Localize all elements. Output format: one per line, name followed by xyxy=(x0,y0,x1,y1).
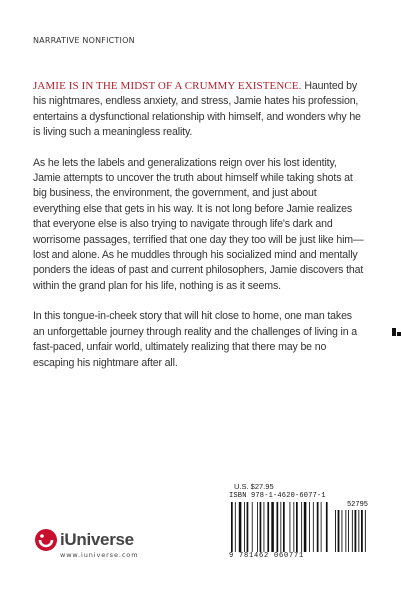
price-code: 52795 xyxy=(346,501,368,509)
blurb-paragraph-3: In this tongue-in-cheek story that will hit close to home, one man takes an unforgettable journey through reality and the challenges of living in a fast-paced, unfair world, ultimately realizing that there may be no escaping his nightmare after all. xyxy=(33,310,358,369)
back-cover-blurb xyxy=(33,79,366,386)
barcode-bars xyxy=(231,502,368,552)
barcode-digits: 9 781462 060771 xyxy=(229,552,305,560)
price-label: U.S. $27.95 xyxy=(234,482,274,491)
crop-mark xyxy=(392,328,401,340)
blurb-paragraph-1-text: Haunted by his nightmares, endless anxiety, and stress, Jamie hates his profession, entertains a dysfunctional relationship with himself, and wonders why he is living such a meaningless reality. xyxy=(33,80,361,139)
publisher-logo xyxy=(34,527,164,567)
iuniverse-logo-icon xyxy=(34,528,58,552)
publisher-url: www.iuniverse.com xyxy=(60,551,139,559)
genre-label: NARRATIVE NONFICTION xyxy=(33,36,135,45)
publisher-name: iUniverse xyxy=(60,530,134,549)
isbn-barcode xyxy=(229,492,370,560)
blurb-paragraph-1 xyxy=(33,79,366,141)
isbn-text: ISBN 978-1-4620-6077-1 xyxy=(229,492,326,500)
blurb-lead: JAMIE IS IN THE MIDST OF A CRUMMY EXISTENCE. xyxy=(33,80,302,92)
blurb-paragraph-2: As he lets the labels and generalizations reign over his lost identity, Jamie attempts to uncover the truth about himself while taking shots at big business, the environment, the government, and just about everything else that gets in his way. It is not long before Jamie realizes that everyone else is also trying to navigate through life's dark and worrisome passages, terrified that one day they too will be just like him—lost and alone. As he muddles through his socialized mind and mentally ponders the ideas of past and current philosophers, Jamie discovers that within the grand plan for his life, nothing is as it seems. xyxy=(33,156,364,292)
